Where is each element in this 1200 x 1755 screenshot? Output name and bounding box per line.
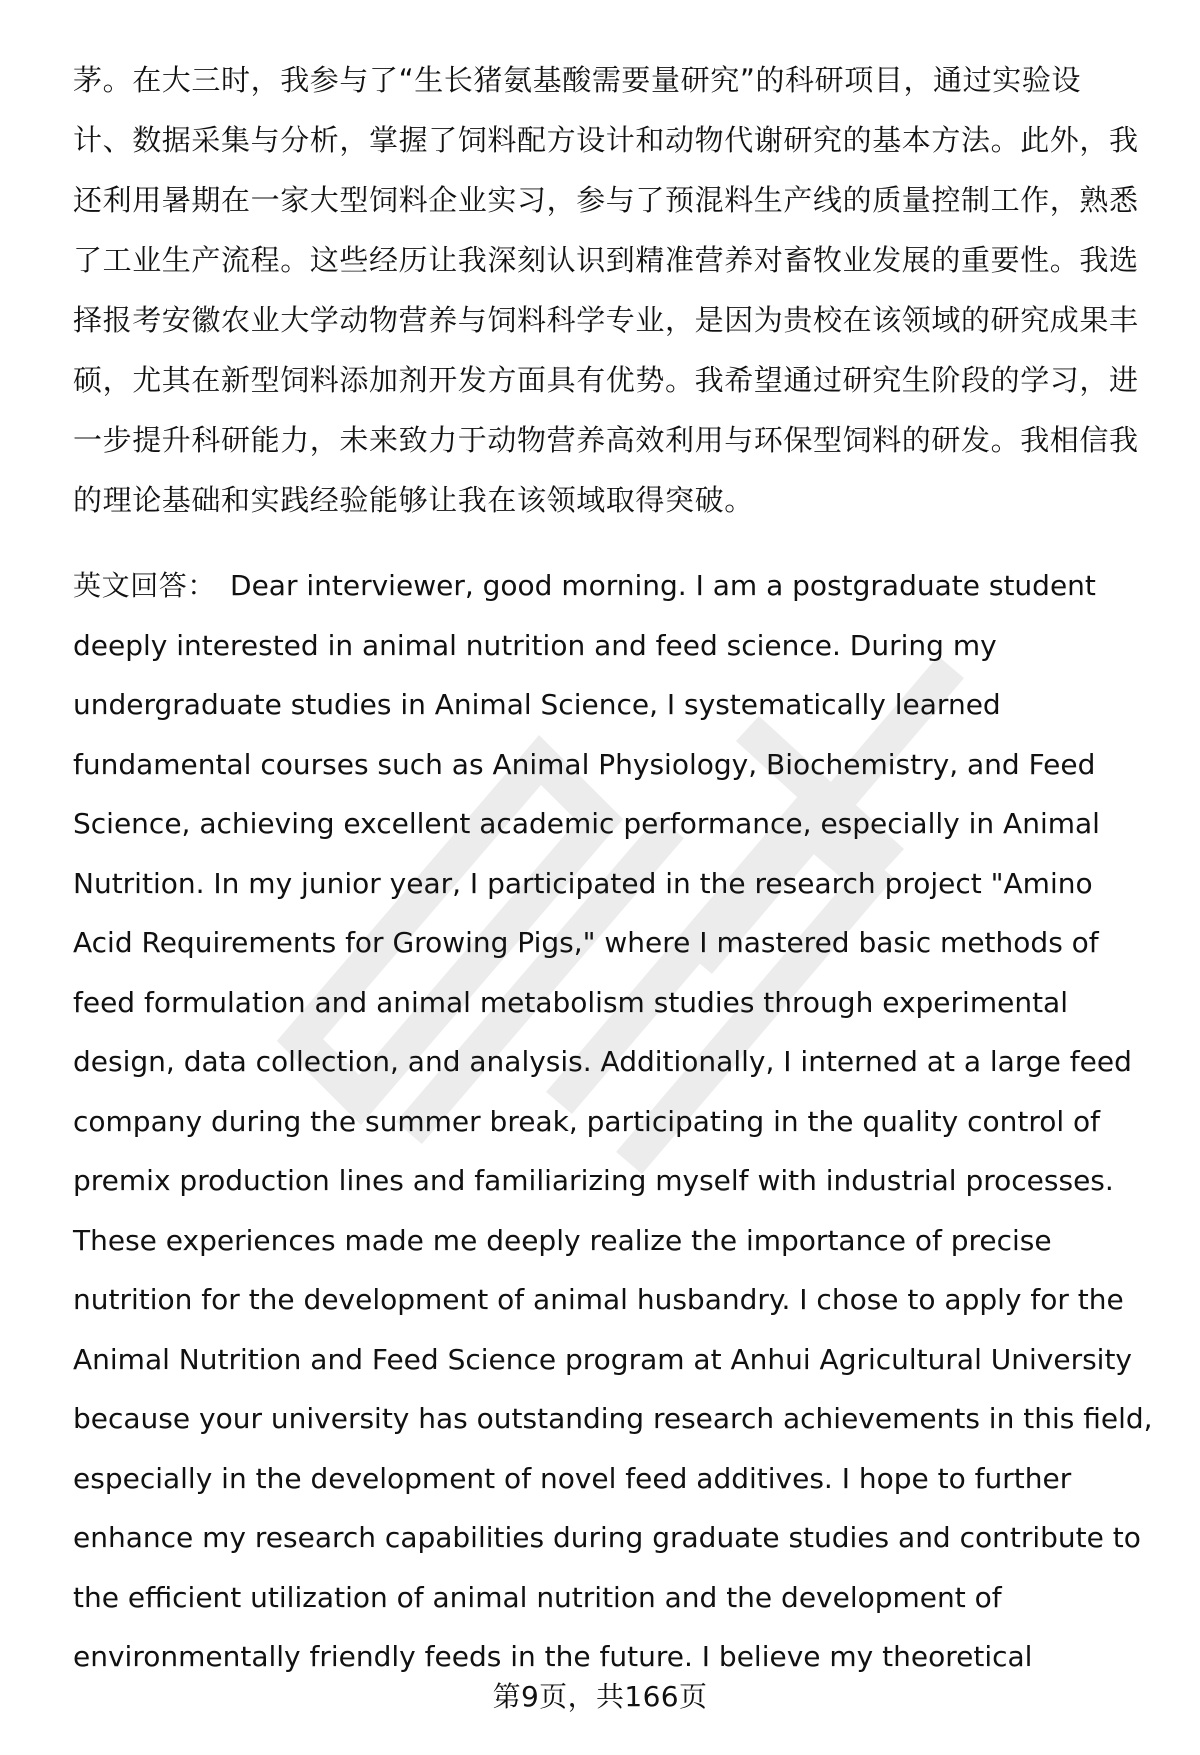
english-line: enhance my research capabilities during graduate studies and contribute to [73,1521,1141,1554]
english-line: nutrition for the development of animal husbandry. I chose to apply for the [73,1283,1124,1316]
english-line: because your university has outstanding research achievements in this field, [73,1402,1153,1435]
english-answer-label: 英文回答： [73,569,217,602]
chinese-line: 计、数据采集与分析，掌握了饲料配方设计和动物代谢研究的基本方法。此外，我 [73,123,1139,157]
english-line: These experiences made me deeply realize the importance of precise [73,1223,1052,1257]
english-line: Science, achieving excellent academic performance, especially in Animal [73,807,1100,840]
english-line: company during the summer break, participating in the quality control of [73,1104,1101,1138]
chinese-answer-paragraph [73,50,1153,530]
english-line: undergraduate studies in Animal Science, I systematically learned [73,688,1001,721]
chinese-line: 一步提升科研能力，未来致力于动物营养高效利用与环保型饲料的研发。我相信我 [73,423,1139,457]
english-line: design, data collection, and analysis. Additionally, I interned at a large feed [73,1045,1132,1078]
english-line: premix production lines and familiarizing myself with industrial processes. [73,1164,1114,1197]
english-line: the efficient utilization of animal nutrition and the development of [73,1580,1002,1614]
chinese-line: 硕，尤其在新型饲料添加剂开发方面具有优势。我希望通过研究生阶段的学习，进 [73,363,1139,397]
chinese-line: 了工业生产流程。这些经历让我深刻认识到精准营养对畜牧业发展的重要性。我选 [73,243,1139,277]
english-line: feed formulation and animal metabolism studies through experimental [73,985,1068,1019]
english-line: especially in the development of novel feed additives. I hope to further [73,1461,1072,1495]
english-line: Nutrition. In my junior year, I participated in the research project "Amino [73,866,1093,900]
english-line: environmentally friendly feeds in the future. I believe my theoretical [73,1640,1033,1673]
english-first-line [73,556,1173,616]
chinese-line: 择报考安徽农业大学动物营养与饲料科学专业，是因为贵校在该领域的研究成果丰 [73,303,1139,337]
english-line: Dear interviewer, good morning. I am a postgraduate student [230,569,1096,602]
page-number-footer: 第9页，共166页 [492,1680,708,1713]
chinese-line: 茅。在大三时，我参与了“生长猪氨基酸需要量研究”的科研项目，通过实验设 [73,63,1082,97]
english-line: fundamental courses such as Animal Physiology, Biochemistry, and Feed [73,747,1096,781]
chinese-line: 的理论基础和实践经验能够让我在该领域取得突破。 [73,483,754,517]
english-line: deeply interested in animal nutrition and feed science. During my [73,628,997,662]
english-answer-paragraph [73,556,1173,1687]
english-line: Animal Nutrition and Feed Science program at Anhui Agricultural University [73,1342,1132,1376]
english-line: Acid Requirements for Growing Pigs," where I mastered basic methods of [73,926,1099,959]
chinese-line: 还利用暑期在一家大型饲料企业实习，参与了预混料生产线的质量控制工作，熟悉 [73,183,1139,217]
